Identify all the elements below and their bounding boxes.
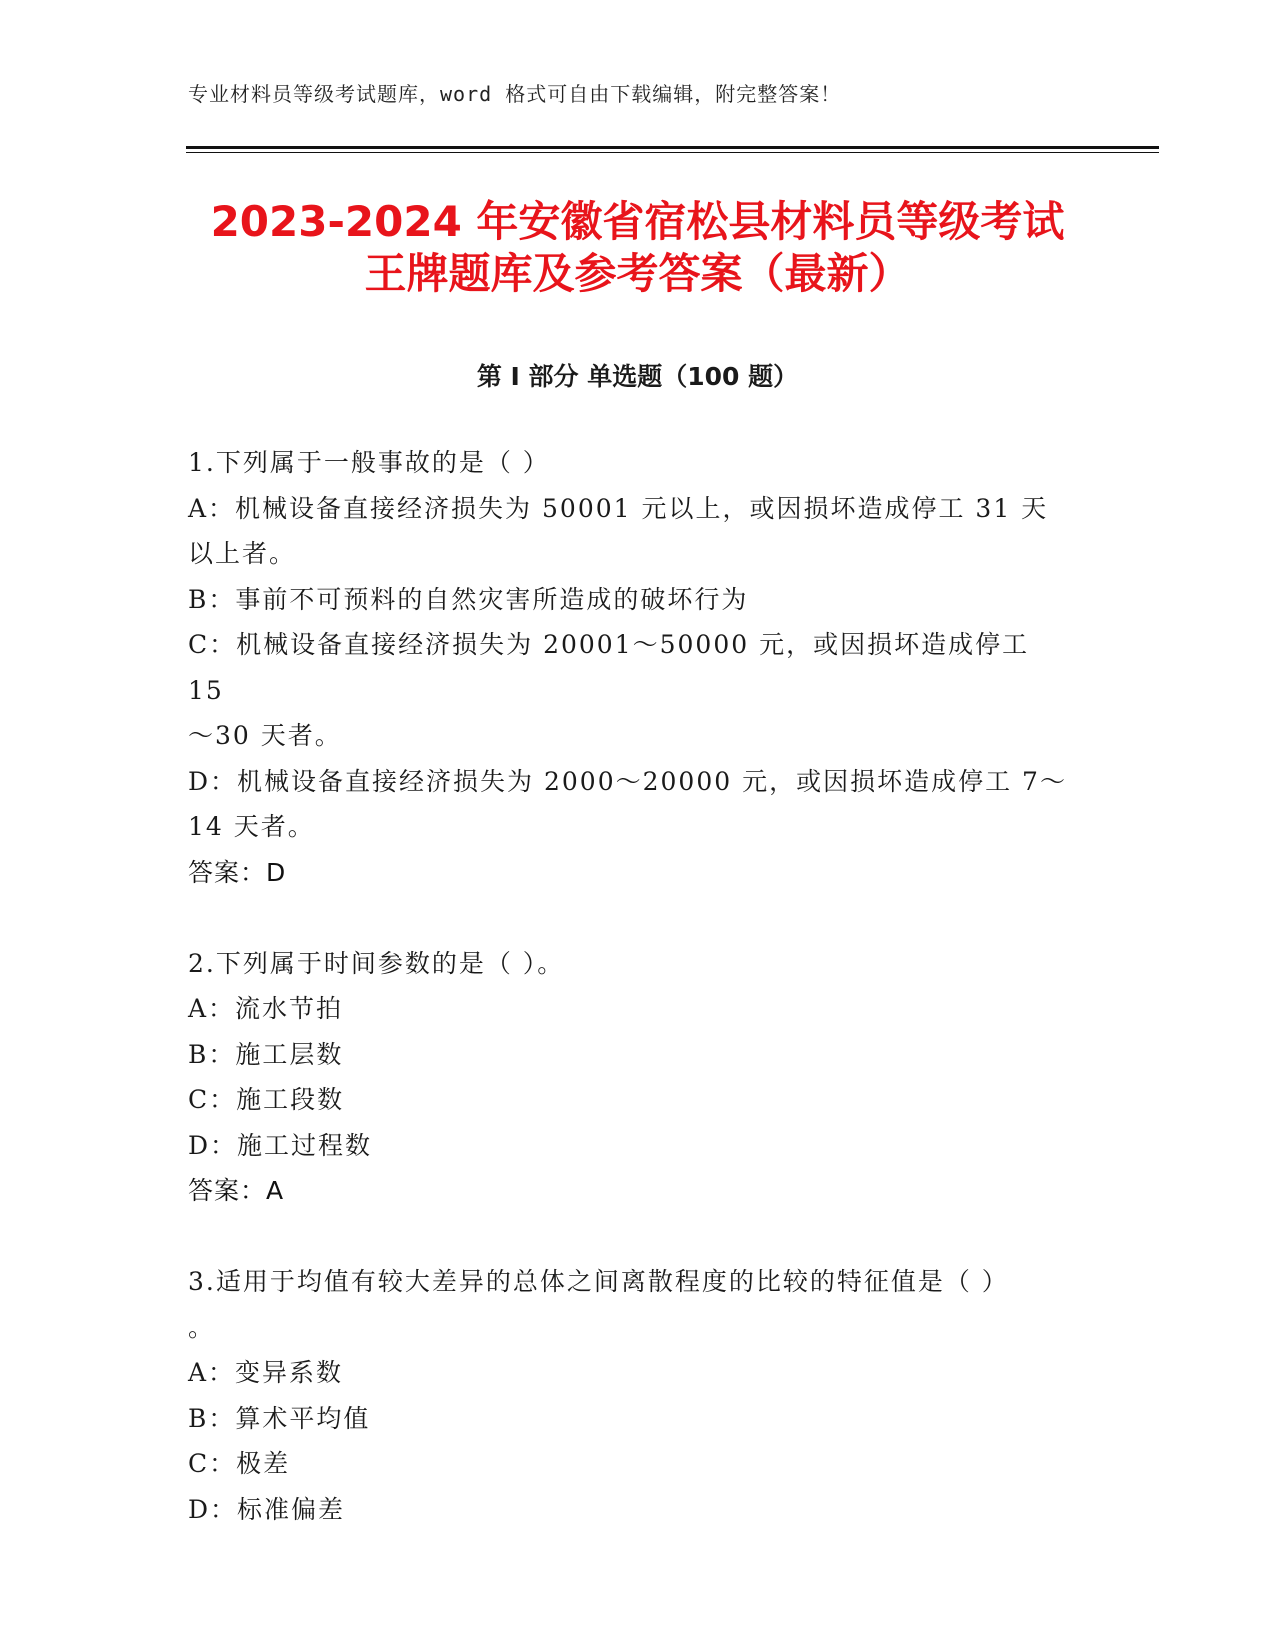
header-rule-thick: [186, 146, 1159, 149]
question-stem-continuation: 。: [188, 1312, 216, 1342]
option-line: 14 天者。: [188, 812, 315, 841]
option-line: A：机械设备直接经济损失为 50001 元以上，或因损坏造成停工 31 天: [188, 493, 1049, 523]
question-stem: 2.下列属于时间参数的是（ ）。: [188, 948, 565, 978]
option-line: B：算术平均值: [188, 1403, 371, 1433]
question-1: [188, 440, 1068, 895]
question-stem: 3.适用于均值有较大差异的总体之间离散程度的比较的特征值是（ ）: [188, 1267, 1009, 1296]
option-line: B：事前不可预料的自然灾害所造成的破坏行为: [188, 584, 749, 614]
option-line: B：施工层数: [188, 1039, 344, 1069]
question-2: [188, 941, 1068, 1214]
question-3: [188, 1259, 1068, 1532]
option-line: C：极差: [188, 1449, 291, 1478]
header-note: 专业材料员等级考试题库，word 格式可自由下载编辑，附完整答案！: [188, 82, 842, 106]
option-line: 以上者。: [188, 539, 297, 568]
option-line: C：施工段数: [188, 1085, 345, 1114]
question-spacer: [188, 1214, 1068, 1260]
answer-label: 答案：D: [188, 857, 287, 887]
question-list: [188, 440, 1068, 1532]
option-line: A：流水节拍: [188, 994, 344, 1023]
option-line: D：机械设备直接经济损失为 2000～20000 元，或因损坏造成停工 7～: [188, 766, 1067, 796]
title-line-2: 王牌题库及参考答案（最新）: [364, 249, 911, 298]
option-line: D：施工过程数: [188, 1130, 373, 1160]
answer-label: 答案：A: [188, 1176, 285, 1205]
option-line: A：变异系数: [188, 1358, 344, 1387]
option-line: D：标准偏差: [188, 1494, 346, 1524]
section-heading: 第 I 部分 单选题（100 题）: [476, 362, 799, 391]
document-title: [150, 196, 1125, 300]
option-line: C：机械设备直接经济损失为 20001～50000 元，或因损坏造成停工 15: [188, 630, 1040, 705]
question-stem: 1.下列属于一般事故的是（ ）: [188, 448, 550, 477]
header-rule-thin: [186, 152, 1159, 153]
option-line: ～30 天者。: [188, 721, 342, 750]
question-spacer: [188, 895, 1068, 941]
title-line-1: 2023-2024 年安徽省宿松县材料员等级考试: [210, 197, 1065, 246]
